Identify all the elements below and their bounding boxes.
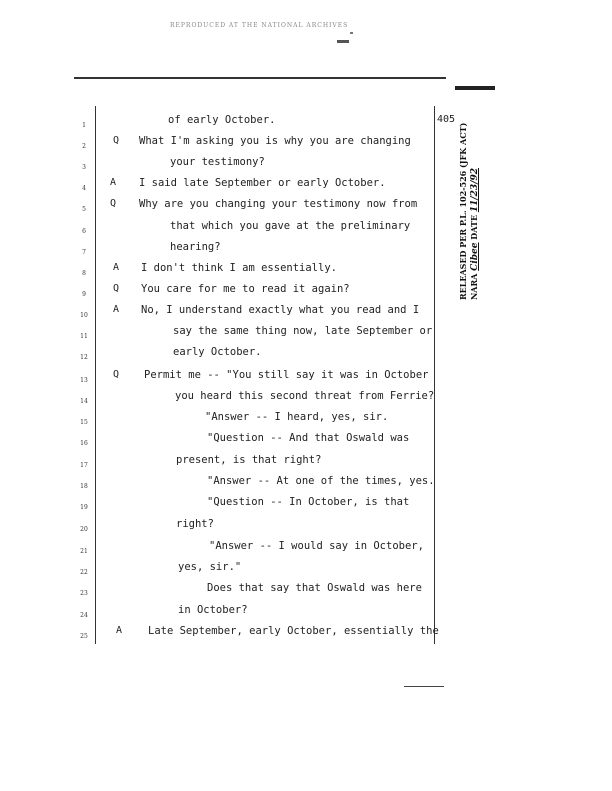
nara-label: NARA xyxy=(469,273,479,300)
line-number: 22 xyxy=(80,569,88,576)
line-number: 18 xyxy=(80,483,88,490)
line-text: What I'm asking you is why you are changing xyxy=(139,135,411,147)
release-date: 11/23/92 xyxy=(470,167,480,213)
header-mark xyxy=(337,40,349,43)
line-text: say the same thing now, late September or xyxy=(173,325,433,337)
speaker-label: A xyxy=(113,262,120,273)
right-margin-line xyxy=(434,106,435,644)
line-number: 6 xyxy=(82,228,86,235)
release-stamp-nara-line xyxy=(469,123,480,300)
line-text: "Answer -- At one of the times, yes. xyxy=(207,475,435,487)
speaker-label: Q xyxy=(113,369,120,380)
release-stamp-line: RELEASED PER P.L. 102-526 (JFK ACT) xyxy=(458,122,468,300)
line-number: 14 xyxy=(80,398,88,405)
line-number: 12 xyxy=(80,354,88,361)
line-number: 25 xyxy=(80,633,88,640)
line-text: that which you gave at the preliminary xyxy=(170,220,411,232)
speaker-label: Q xyxy=(113,135,120,146)
line-text: Permit me -- "You still say it was in October xyxy=(144,369,429,381)
line-text: present, is that right? xyxy=(176,454,322,466)
line-text: I don't think I am essentially. xyxy=(141,262,337,274)
page-number: 405 xyxy=(437,114,456,125)
release-stamp xyxy=(458,123,480,300)
release-signature: Cibee xyxy=(470,242,480,271)
speaker-label: Q xyxy=(113,283,120,294)
line-text: "Answer -- I would say in October, xyxy=(209,540,424,552)
line-text: of early October. xyxy=(168,114,276,126)
line-number: 20 xyxy=(80,526,88,533)
line-number: 10 xyxy=(80,312,88,319)
line-number: 7 xyxy=(82,249,86,256)
speaker-label: A xyxy=(116,625,123,636)
bottom-rule xyxy=(404,686,444,687)
line-text: hearing? xyxy=(170,241,221,253)
archive-header-stamp: REPRODUCED AT THE NATIONAL ARCHIVES xyxy=(170,22,349,29)
line-number: 1 xyxy=(82,122,86,129)
line-text: Why are you changing your testimony now from xyxy=(139,198,418,210)
top-rule xyxy=(74,77,446,79)
left-margin-line xyxy=(95,106,96,644)
line-number: 17 xyxy=(80,462,88,469)
line-text: Late September, early October, essentially the xyxy=(148,625,439,637)
date-label: DATE xyxy=(469,214,479,240)
line-number: 9 xyxy=(82,291,86,298)
line-text: I said late September or early October. xyxy=(139,177,386,189)
line-number: 13 xyxy=(80,377,88,384)
line-number: 8 xyxy=(82,270,86,277)
speaker-label: A xyxy=(113,304,120,315)
line-text: "Question -- In October, is that xyxy=(207,496,410,508)
line-number: 3 xyxy=(82,164,86,171)
top-rule-right-mark xyxy=(455,86,495,90)
line-number: 11 xyxy=(80,333,88,340)
line-text: early October. xyxy=(173,346,262,358)
line-text: Does that say that Oswald was here xyxy=(207,582,422,594)
line-number: 23 xyxy=(80,590,88,597)
speaker-label: A xyxy=(110,177,117,188)
line-text: "Question -- And that Oswald was xyxy=(207,432,410,444)
line-number: 4 xyxy=(82,185,86,192)
line-number: 15 xyxy=(80,419,88,426)
line-number: 21 xyxy=(80,548,88,555)
line-number: 24 xyxy=(80,612,88,619)
line-text: "Answer -- I heard, yes, sir. xyxy=(205,411,389,423)
line-text: in October? xyxy=(178,604,248,616)
line-text: your testimony? xyxy=(170,156,265,168)
line-number: 19 xyxy=(80,504,88,511)
line-number: 5 xyxy=(82,206,86,213)
speaker-label: Q xyxy=(110,198,117,209)
header-mark-dot xyxy=(350,32,353,34)
line-text: right? xyxy=(176,518,214,530)
line-text: You care for me to read it again? xyxy=(141,283,350,295)
line-text: you heard this second threat from Ferrie? xyxy=(175,390,435,402)
line-number: 2 xyxy=(82,143,86,150)
line-text: No, I understand exactly what you read and I xyxy=(141,304,420,316)
line-number: 16 xyxy=(80,440,88,447)
line-text: yes, sir." xyxy=(178,561,242,573)
